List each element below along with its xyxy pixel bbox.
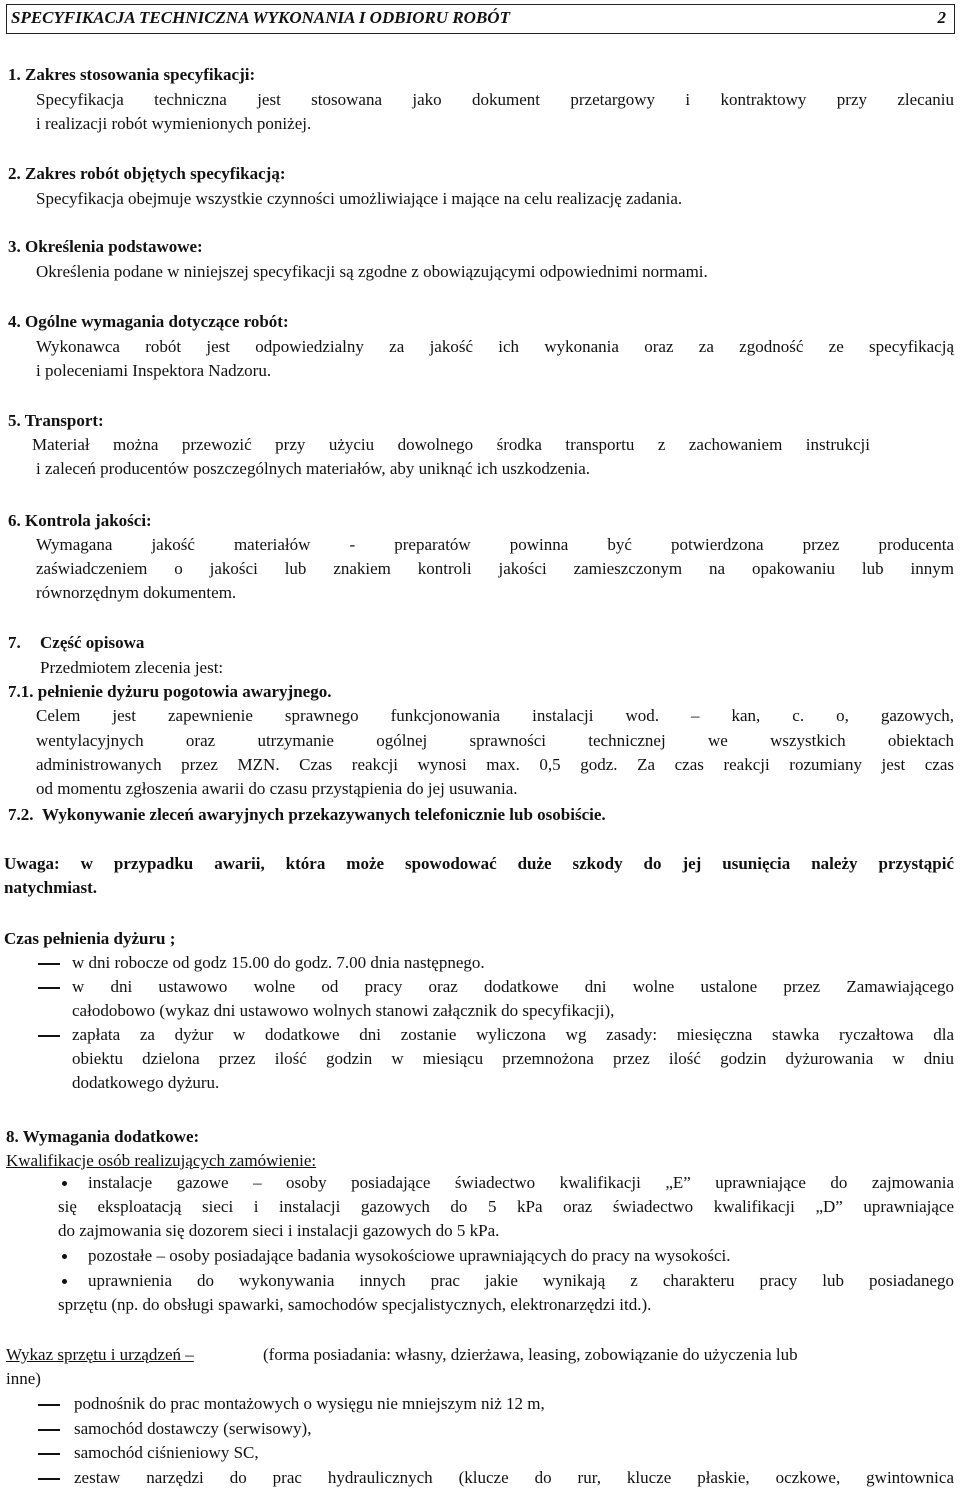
dash-marker — [38, 1453, 60, 1455]
duty-item-2-line-1: w dni ustawowo wolne od pracy oraz dodatkowe dni wolne ustalone przez Zamawiającego — [72, 977, 954, 996]
qualification-1-line-1: instalacje gazowe – osoby posiadające świadectwo kwalifikacji „E” uprawniające do zajmowania — [88, 1173, 954, 1192]
page-header — [6, 4, 955, 34]
section-2-line-1: Specyfikacja obejmuje wszystkie czynności umożliwiające i mające na celu realizację zadania. — [36, 189, 683, 208]
section-6-heading: 6. Kontrola jakości: — [8, 511, 152, 530]
dash-marker — [38, 963, 60, 965]
section-7-2-heading: Wykonywanie zleceń awaryjnych przekazywanych telefonicznie lub osobiście. — [42, 805, 606, 824]
dash-marker — [38, 1478, 60, 1480]
bullet-marker — [62, 1181, 67, 1186]
dash-marker — [38, 987, 60, 989]
section-4-line-2: i poleceniami Inspektora Nadzoru. — [36, 361, 272, 380]
section-2-heading: 2. Zakres robót objętych specyfikacją: — [8, 164, 286, 183]
section-7-number: 7. — [8, 633, 21, 652]
section-7-1-line-4: od momentu zgłoszenia awarii do czasu przystąpienia do jej usuwania. — [36, 779, 518, 798]
document-title: SPECYFIKACJA TECHNICZNA WYKONANIA I ODBIORU ROBÓT — [11, 8, 510, 27]
qualifications-heading: Kwalifikacje osób realizujących zamówienie: — [6, 1151, 317, 1170]
section-7-1-line-3: administrowanych przez MZN. Czas reakcji wynosi max. 0,5 godz. Za czas reakcji rozumiany jest czas — [36, 755, 954, 774]
section-6-line-2: zaświadczeniem o jakości lub znakiem kontroli jakości zamieszczonym na opakowaniu lub innym — [36, 559, 954, 578]
page-number: 2 — [937, 8, 946, 27]
duty-item-3-line-2: obiektu dzielona przez ilość godzin w miesiącu przemnożona przez ilość godzin dyżurowania w dniu — [72, 1049, 954, 1068]
warning-line-2: natychmiast. — [4, 878, 98, 897]
section-8-heading: 8. Wymagania dodatkowe: — [6, 1127, 200, 1146]
section-1-line-2: i realizacji robót wymienionych poniżej. — [36, 114, 312, 133]
qualification-3-line-2: sprzętu (np. do obsługi spawarki, samochodów specjalistycznych, elektronarzędzi itd.). — [58, 1295, 652, 1314]
section-7-heading: Część opisowa — [40, 633, 145, 652]
qualification-3-line-1: uprawnienia do wykonywania innych prac jakie wynikają z charakteru pracy lub posiadanego — [88, 1271, 954, 1290]
bullet-marker — [62, 1254, 67, 1259]
duty-item-3-line-3: dodatkowego dyżuru. — [72, 1073, 220, 1092]
dash-marker — [38, 1035, 60, 1037]
section-7-1-heading: 7.1. pełnienie dyżuru pogotowia awaryjnego. — [8, 682, 332, 701]
equipment-item-1: podnośnik do prac montażowych o wysięgu nie mniejszym niż 12 m, — [74, 1394, 545, 1413]
equipment-list-note: (forma posiadania: własny, dzierżawa, leasing, zobowiązanie do użyczenia lub — [263, 1345, 798, 1364]
section-4-heading: 4. Ogólne wymagania dotyczące robót: — [8, 312, 289, 331]
section-4-line-1: Wykonawca robót jest odpowiedzialny za jakość ich wykonania oraz za zgodność ze specyfikacją — [36, 337, 954, 356]
section-5-line-2: i zaleceń producentów poszczególnych materiałów, aby uniknąć ich uszkodzenia. — [36, 459, 591, 478]
section-3-heading: 3. Określenia podstawowe: — [8, 237, 203, 256]
dash-marker — [38, 1429, 60, 1431]
equipment-item-3: samochód ciśnieniowy SC, — [74, 1443, 259, 1462]
bullet-marker — [62, 1279, 67, 1284]
section-5-heading: 5. Transport: — [8, 411, 104, 430]
section-7-1-line-2: wentylacyjnych oraz utrzymanie ogólnej sprawności technicznej we wszystkich obiektach — [36, 731, 954, 750]
qualification-2: pozostałe – osoby posiadające badania wysokościowe uprawniających do pracy na wysokości. — [88, 1246, 731, 1265]
section-6-line-3: równorzędnym dokumentem. — [36, 583, 237, 602]
section-3-line-1: Określenia podane w niniejszej specyfikacji są zgodne z obowiązującymi odpowiednimi normami. — [36, 262, 708, 281]
dash-marker — [38, 1404, 60, 1406]
section-7-2-number: 7.2. — [8, 805, 34, 824]
section-5-line-1: Materiał można przewozić przy użyciu dowolnego środka transportu z zachowaniem instrukcji — [32, 435, 870, 454]
section-1-heading: 1. Zakres stosowania specyfikacji: — [8, 65, 256, 84]
equipment-list-label: Wykaz sprzętu i urządzeń – — [6, 1345, 194, 1364]
equipment-item-4: zestaw narzędzi do prac hydraulicznych (klucze do rur, klucze płaskie, oczkowe, gwintownica — [74, 1468, 954, 1487]
duty-time-heading: Czas pełnienia dyżuru ; — [4, 929, 176, 948]
duty-item-2-line-2: całodobowo (wykaz dni ustawowo wolnych stanowi załącznik do specyfikacji), — [72, 1001, 615, 1020]
section-6-line-1: Wymagana jakość materiałów - preparatów powinna być potwierdzona przez producenta — [36, 535, 954, 554]
section-7-1-line-1: Celem jest zapewnienie sprawnego funkcjonowania instalacji wod. – kan, c. o, gazowych, — [36, 706, 954, 725]
equipment-item-2: samochód dostawczy (serwisowy), — [74, 1419, 312, 1438]
qualification-1-line-3: do zajmowania się dozorem sieci i instalacji gazowych do 5 kPa. — [58, 1221, 500, 1240]
duty-item-1: w dni robocze od godz 15.00 do godz. 7.00 dnia następnego. — [72, 953, 485, 972]
warning-line-1: Uwaga: w przypadku awarii, która może spowodować duże szkody do jej usunięcia należy przystąpić — [4, 854, 954, 873]
section-1-line-1: Specyfikacja techniczna jest stosowana jako dokument przetargowy i kontraktowy przy zlecaniu — [36, 90, 954, 109]
section-7-subheading: Przedmiotem zlecenia jest: — [40, 658, 224, 677]
equipment-list-note-line-2: inne) — [6, 1369, 41, 1388]
duty-item-3-line-1: zapłata za dyżur w dodatkowe dni zostanie wyliczona wg zasady: miesięczna stawka ryczałtowa dla — [72, 1025, 954, 1044]
qualification-1-line-2: się eksploatacją sieci i instalacji gazowych do 5 kPa oraz świadectwo kwalifikacji „D” uprawniające — [58, 1197, 954, 1216]
